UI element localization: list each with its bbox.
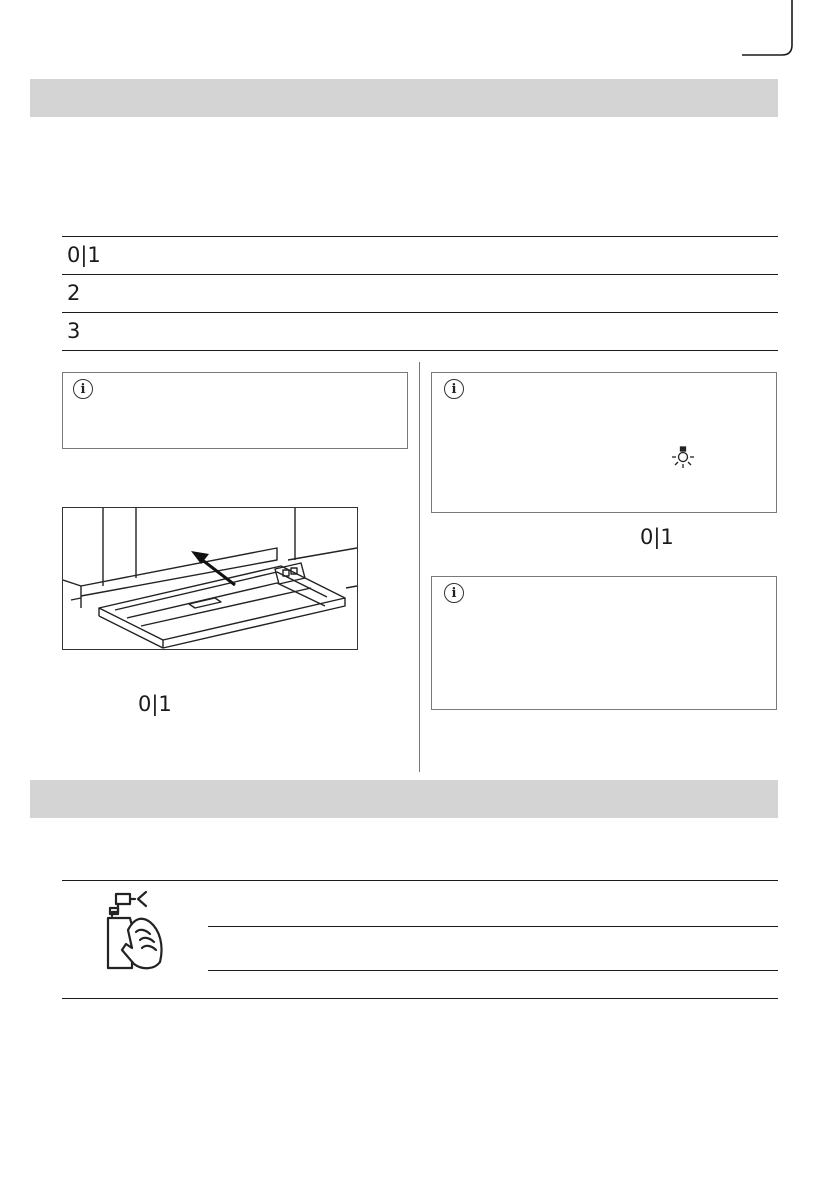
table-symbol-on-off: 0|1: [67, 243, 101, 267]
table-rule: [62, 998, 778, 999]
table-symbol-speed-2: 2: [67, 281, 81, 305]
info-box-right-2: [431, 576, 777, 710]
table-rule: [208, 970, 778, 971]
table-rule: [62, 274, 778, 275]
info-box-left: [62, 372, 408, 449]
table-rule: [208, 926, 778, 927]
table-rule: [62, 312, 778, 313]
column-divider: [419, 362, 420, 772]
table-rule: [62, 880, 778, 881]
inline-symbol-right: 0|1: [640, 525, 674, 549]
inline-symbol-left: 0|1: [138, 692, 172, 716]
section-header-bar-1: [30, 79, 778, 117]
crop-mark: [740, 0, 800, 60]
cleaning-spray-icon: [100, 886, 166, 972]
table-symbol-speed-3: 3: [67, 319, 81, 343]
hood-illustration: [62, 507, 358, 650]
info-icon: i: [73, 379, 93, 399]
info-icon: i: [444, 379, 464, 399]
table-rule: [62, 350, 778, 351]
info-box-right-1: [431, 372, 777, 513]
lamp-icon: [671, 445, 695, 469]
table-rule: [62, 236, 778, 237]
cooker-hood-drawing: [63, 508, 357, 649]
info-icon: i: [444, 583, 464, 603]
section-header-bar-2: [30, 780, 778, 818]
